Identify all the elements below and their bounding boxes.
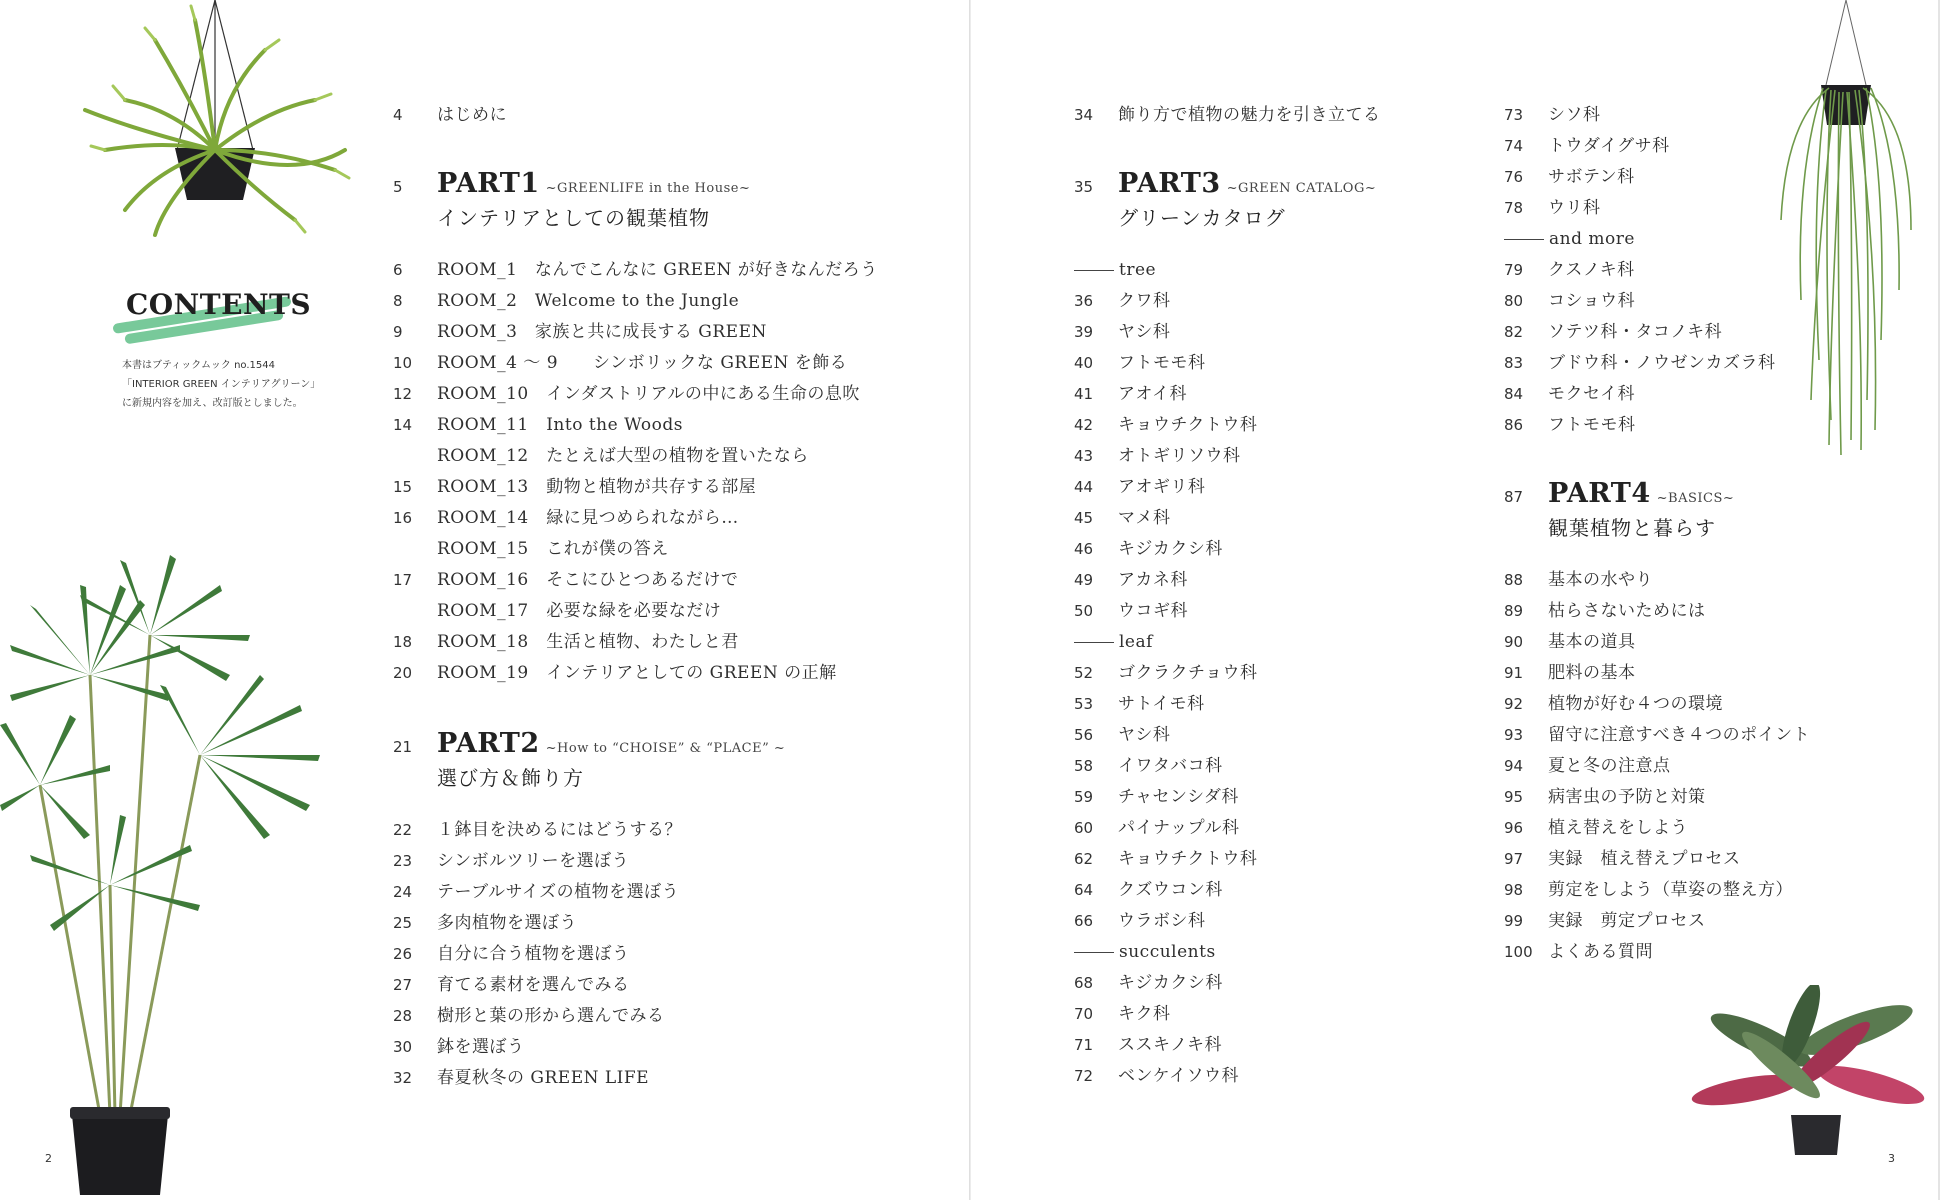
page-number: 2	[45, 1152, 52, 1165]
catalog-toc: 34 飾り方で植物の魅力を引き立てる 35 PART3 ~GREEN CATALOG~ グリーンカタログ tree 36 クワ科 39 ヤシ科 40 フトモモ科 41 アオイ科 42 キョウチクトウ科 43 オトギリソウ科 44 アオギリ科 45 マメ科 46 キジカクシ科 49 アカネ科 50 ウコギ科 leaf 52 ゴクラクチョウ科 53 サトイモ科 56 ヤシ科 58 イワタバコ科 59 チャセンシダ科 60 パイナップル科 62 キョウチクトウ科 64 クズウコン科 66 ウラボシ科 succulents 68 キジカクシ科 70 キク科 71 ススキノキ科 72 ベンケイソウ科	[1074, 105, 1381, 1086]
left-page	[0, 0, 969, 1200]
catalog-toc-2: 73 シソ科 74 トウダイグサ科 76 サボテン科 78 ウリ科 and more 79 クスノキ科 80 コショウ科 82 ソテツ科・タコノキ科 83 ブドウ科・ノウゼンカズラ科 84 モクセイ科 86 フトモモ科 87 PART4 ~BASICS~ 観葉植物と暮らす 88 基本の水やり 89 枯らさないためには 90 基本の道具 91 肥料の基本 92 植物が好む４つの環境 93 留守に注意すべき４つのポイント 94 夏と冬の注意点 95 病害虫の予防と対策 96 植え替えをしよう 97 実録 植え替えプロセス 98 剪定をしよう（草姿の整え方） 99 実録 剪定プロセス 100 よくある質問	[1504, 105, 1811, 962]
contents-heading: CONTENTS	[112, 284, 312, 334]
hanging-succulent-illustration	[65, 0, 365, 240]
right-page	[971, 0, 1940, 1200]
left-toc: 4 はじめに 5 PART1 ~GREENLIFE in the House~ インテリアとしての観葉植物 6 ROOM_1 なんでこんなに GREEN が好きなんだろう 8 ROOM_2 Welcome to the Jungle 9 ROOM_3 家族と共に成長する GREEN 10 ROOM_4 〜 9 シンボリックな GREEN を飾る 12 ROOM_10 インダストリアルの中にある生命の息吹 14 ROOM_11 Into the Woods ROOM_12 たとえば大型の植物を置いたなら 15 ROOM_13 動物と植物が共存する部屋 16 ROOM_14 緑に見つめられながら… ROOM_15 これが僕の答え 17 ROOM_16 そこにひとつあるだけで ROOM_17 必要な緑を必要なだけ 18 ROOM_18 生活と植物、わたしと君 20 ROOM_19 インテリアとしての GREEN の正解 21 PART2 ~How to “CHOISE” & “PLACE” ~ 選び方＆飾り方 22 １鉢目を決めるにはどうする？ 23 シンボルツリーを選ぼう 24 テーブルサイズの植物を選ぼう 25 多肉植物を選ぼう 26 自分に合う植物を選ぼう 27 育てる素材を選んでみる 28 樹形と葉の形から選んでみる 30 鉢を選ぼう 32 春夏秋冬の GREEN LIFE	[393, 105, 878, 1088]
intro-note	[122, 356, 320, 413]
intro-note-line: に新規内容を加え、改訂版としました。	[122, 398, 303, 409]
page-number: 3	[1888, 1152, 1895, 1165]
intro-note-line: 本書はブティックムック no.1544	[122, 360, 275, 371]
intro-note-line: 「INTERIOR GREEN インテリアグリーン」	[122, 379, 321, 390]
palm-plant-illustration	[0, 555, 400, 1195]
